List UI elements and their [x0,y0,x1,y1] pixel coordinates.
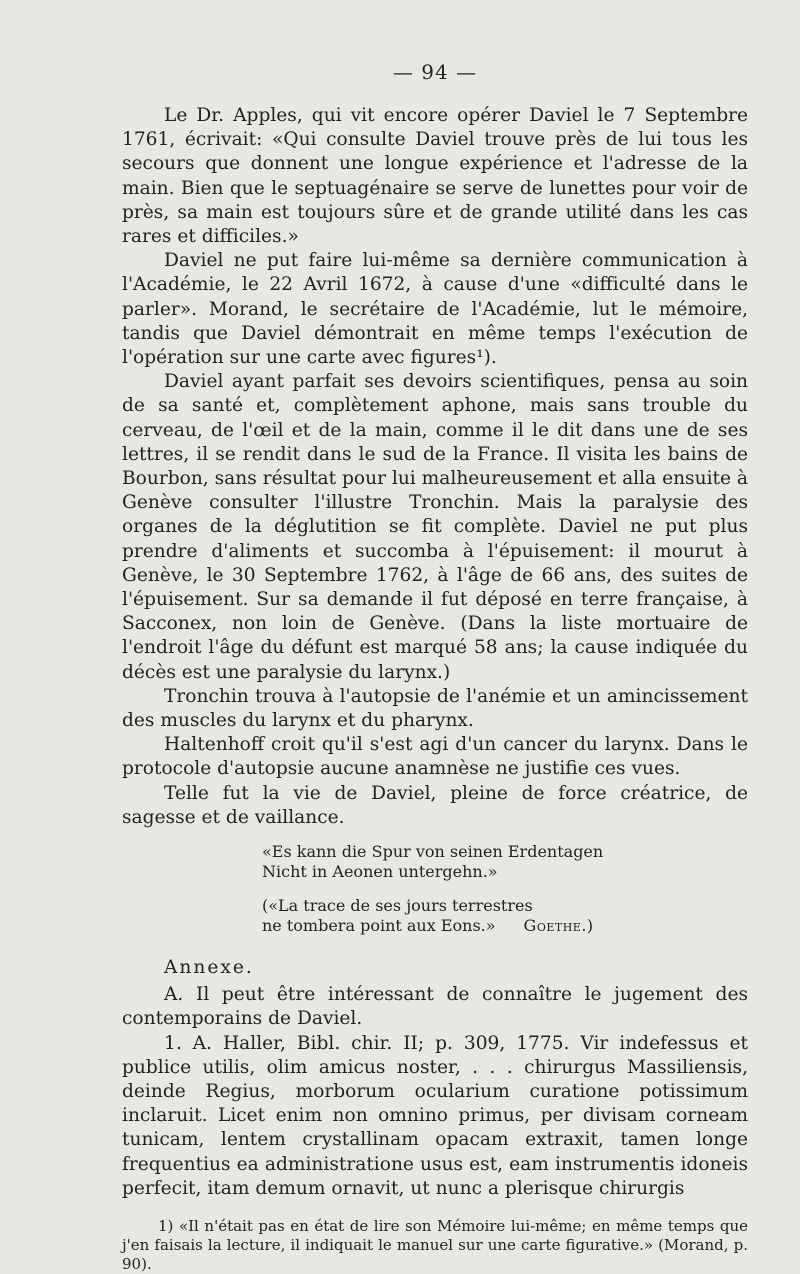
poem-attribution: Goethe.) [523,916,594,936]
annex-paragraph-1: 1. A. Haller, Bibl. chir. II; p. 309, 1775. Vir indefessus et publice utilis, olim amicus noster, . . . chirurgus Massiliensis, deinde Regius, morborum ocularium curatione potissimum inclaruit. Licet enim non omnino primus, per divisam corneam tunicam, lentem crystallinam opacam extraxit, tamen longe frequentius ea administratione usus est, eam instrumentis idoneis perfecit, itam demum ornavit, ut nunc a plerisque chirurgis [122,1032,748,1199]
page-number: — 94 — [392,60,478,84]
poem-line: Nicht in Aeonen untergehn.» [262,862,498,882]
annex-paragraph-a: A. Il peut être intéressant de connaître le jugement des contemporains de Daviel. [122,984,748,1030]
paragraph-tronchin: Tronchin trouva à l'autopsie de l'anémie et un amincissement des muscles du larynx et du pharynx. [122,685,748,732]
paragraph-apples: Le Dr. Apples, qui vit encore opérer Daviel le 7 Septembre 1761, écrivait: «Qui consulte Daviel trouve près de lui tous les secours que donnent une longue expérience et l'adresse de la main. Bien que le septuagénaire se serve de lunettes pour voir de près, sa main est toujours sûre et de grande utilité dans les cas rares et difficiles.» [122,105,748,248]
poem-quote [262,842,748,936]
footnote: 1) «Il n'était pas en état de lire son Mémoire lui-même; en même temps que j'en faisais la lecture, il indiquait le manuel sur une carte figurative.» (Morand, p. 90). [122,1216,748,1273]
poem-german-stanza [262,842,748,882]
paragraph-haltenhoff: Haltenhoff croit qu'il s'est agi d'un cancer du larynx. Dans le protocole d'autopsie aucune anamnèse ne justifie ces vues. [122,734,748,780]
paragraph-illness-death: Daviel ayant parfait ses devoirs scientifiques, pensa au soin de sa santé et, complètement aphone, mais sans trouble du cerveau, de l'œil et de la main, comme il le dit dans une de ses lettres, il se rendit dans le sud de la France. Il visita les bains de Bourbon, sans résultat pour lui malheureusement et alla ensuite à Genève consulter l'illustre Tronchin. Mais la paralysie des organes de la déglutition se fit complète. Daviel ne put plus prendre d'aliments et succomba à l'épuisement: il mourut à Genève, le 30 Septembre 1762, à l'âge de 66 ans, des suites de l'épuisement. Sur sa demande il fut déposé en terre française, à Sacconex, non loin de Genève. (Dans la liste mortuaire de l'endroit l'âge du défunt est marqué 58 ans; la cause indiquée du décès est une paralysie du larynx.) [122,371,748,683]
paragraph-conclusion: Telle fut la vie de Daviel, pleine de force créatrice, de sagesse et de vaillance. [122,782,748,828]
paragraph-last-communication: Daviel ne put faire lui-même sa dernière communication à l'Académie, le 22 Avril 1672, à cause d'une «difficulté dans le parler». Morand, le secrétaire de l'Académie, lut le mémoire, tandis que Daviel démontrait en même temps l'exécution de l'opération sur une carte avec figures¹). [122,250,748,369]
poem-line: «Es kann die Spur von seinen Erdentagen [262,842,604,862]
poem-line: («La trace de ses jours terrestres [262,896,533,916]
poem-line-text: ne tombera point aux Eons.» [262,916,496,936]
poem-french-stanza [262,896,748,936]
poem-line [262,916,748,936]
annex-title: Annexe. [164,957,254,979]
